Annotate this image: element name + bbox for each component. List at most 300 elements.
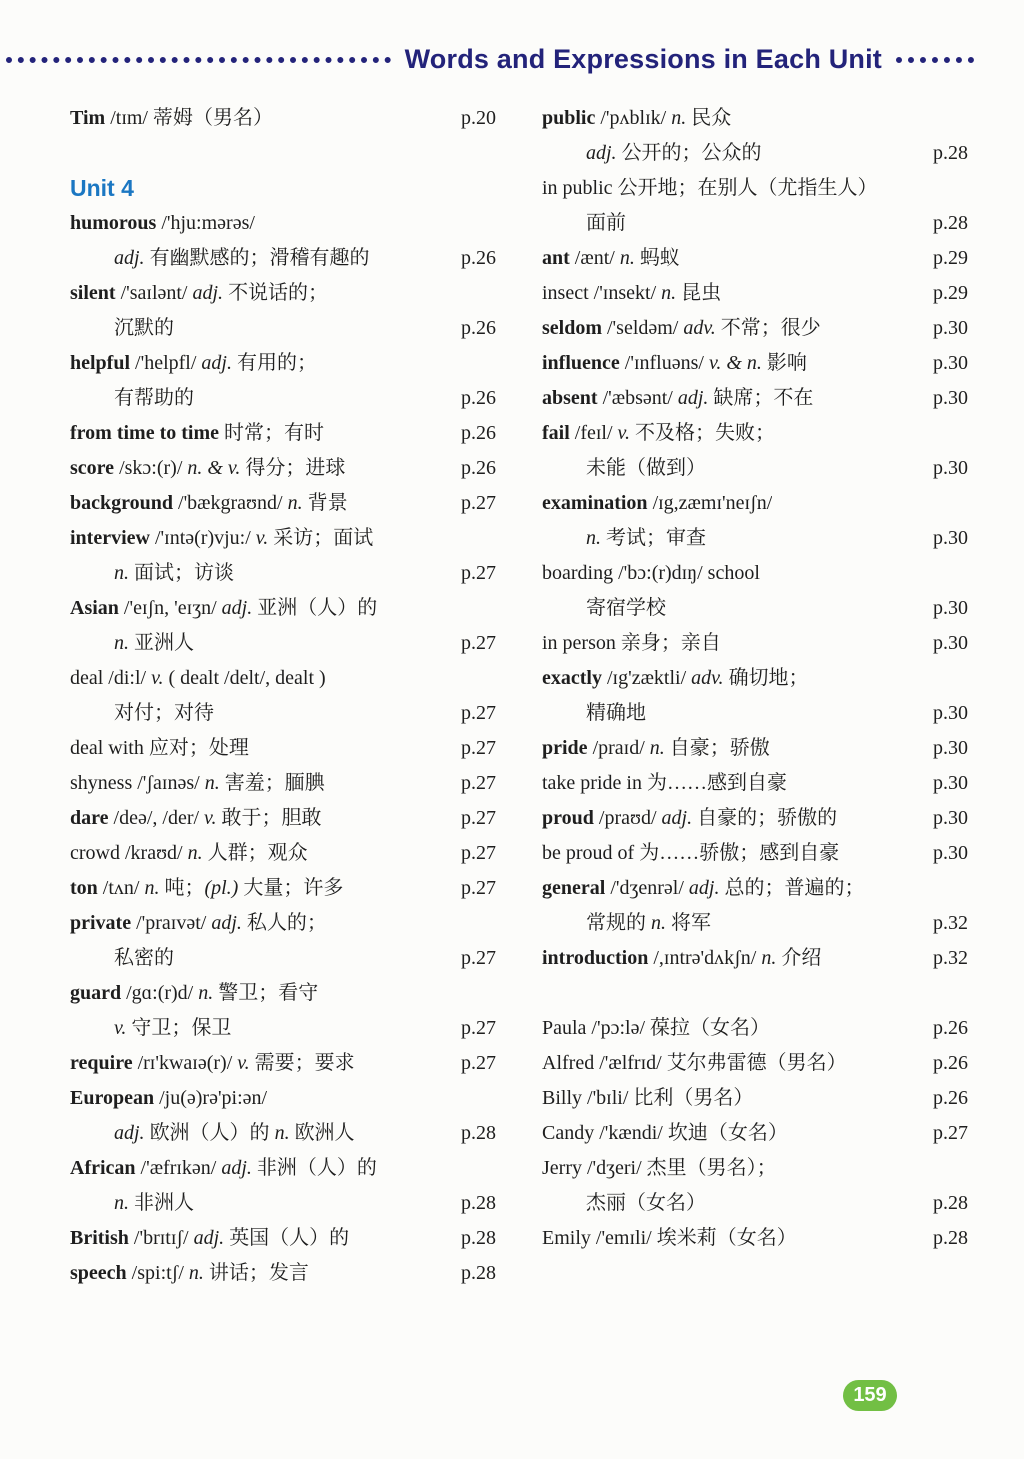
- entry-line: [542, 836, 968, 871]
- part-of-speech: adj.: [221, 597, 253, 619]
- definition-text: 总的；普遍的；: [719, 877, 865, 899]
- entry-line: [542, 1046, 968, 1081]
- definition-text: 不说话的；: [223, 282, 329, 304]
- entry-text: [542, 626, 721, 661]
- headword: helpful: [70, 352, 131, 374]
- header-dots-right-icon: [896, 57, 974, 63]
- word-entry: [70, 871, 496, 906]
- list-spacer: [70, 136, 496, 171]
- entry-text: [542, 521, 706, 556]
- headword: require: [70, 1052, 133, 1074]
- entry-line: [70, 346, 496, 381]
- word-entry: [70, 1256, 496, 1291]
- entry-text: [70, 766, 325, 801]
- entry-line: [542, 381, 968, 416]
- headword: European: [70, 1087, 155, 1109]
- definition-text: /ɪg'zæktli/: [601, 667, 692, 689]
- headword: exactly: [542, 667, 602, 689]
- word-entry: [70, 731, 496, 766]
- entry-text: [70, 696, 214, 731]
- part-of-speech: n.: [649, 737, 665, 759]
- definition-text: deal with 应对；处理: [70, 737, 249, 759]
- entry-line: [70, 801, 496, 836]
- entry-text: [542, 906, 711, 941]
- headword: humorous: [70, 212, 157, 234]
- definition-text: 沉默的: [114, 317, 174, 339]
- word-entry: [542, 1046, 968, 1081]
- word-entry: [542, 941, 968, 976]
- word-entry: [70, 836, 496, 871]
- definition-text: /spi:tʃ/: [126, 1262, 189, 1284]
- part-of-speech: n.: [187, 842, 203, 864]
- part-of-speech: adj.: [114, 1122, 145, 1144]
- page-ref: p.26: [933, 1017, 968, 1039]
- entry-line: [542, 801, 968, 836]
- entry-text: [542, 171, 878, 206]
- headword: introduction: [542, 947, 649, 969]
- definition-text: 介绍: [776, 947, 822, 969]
- entry-text: [70, 1116, 355, 1151]
- headword: proud: [542, 807, 594, 829]
- page-ref: p.26: [461, 387, 496, 409]
- entry-text: [542, 731, 770, 766]
- entry-line: [70, 241, 496, 276]
- word-entry: [70, 521, 496, 591]
- header-title: Words and Expressions in Each Unit: [404, 44, 882, 74]
- entry-text: [542, 451, 706, 486]
- definition-text: 亚洲（人）的: [252, 597, 378, 619]
- definition-text: 非洲（人）的: [251, 1157, 377, 1179]
- entry-text: [70, 451, 345, 486]
- definition-text: 得分；进球: [240, 457, 346, 479]
- page-ref: p.28: [461, 1192, 496, 1214]
- definition-text: /'ɪntə(r)vju:/: [149, 527, 256, 549]
- definition-text: 时常；有时: [219, 422, 325, 444]
- entry-text: [542, 1186, 706, 1221]
- entry-text: [70, 486, 348, 521]
- word-entry: [542, 1081, 968, 1116]
- entry-line: [542, 1151, 968, 1186]
- entry-line: [542, 1116, 968, 1151]
- entry-line: [542, 276, 968, 311]
- definition-text: 背景: [302, 492, 348, 514]
- definition-text: Billy /'bɪli/ 比利（男名）: [542, 1087, 754, 1109]
- entry-text: [542, 1221, 797, 1256]
- page-ref: p.27: [461, 562, 496, 584]
- entry-line: [70, 1186, 496, 1221]
- definition-text: in person 亲身；亲自: [542, 632, 721, 654]
- entry-text: [542, 661, 809, 696]
- definition-text: 昆虫: [676, 282, 722, 304]
- part-of-speech: adj.: [586, 142, 617, 164]
- entry-text: [542, 1116, 788, 1151]
- word-entry: [70, 346, 496, 416]
- definition-text: 非洲人: [129, 1192, 194, 1214]
- definition-text: 影响: [761, 352, 807, 374]
- entry-text: [542, 311, 821, 346]
- page-ref: p.27: [461, 877, 496, 899]
- entry-text: [542, 556, 760, 591]
- definition-text: 面前: [586, 212, 626, 234]
- definition-text: 精确地: [586, 702, 646, 724]
- word-entry: [70, 451, 496, 486]
- entry-text: [70, 346, 317, 381]
- definition-text: 有幽默感的；滑稽有趣的: [144, 247, 370, 269]
- headword: speech: [70, 1262, 127, 1284]
- word-entry: [542, 766, 968, 801]
- definition-text: 亚洲人: [129, 632, 194, 654]
- entry-line: [70, 451, 496, 486]
- page-ref: p.27: [461, 772, 496, 794]
- page-ref: p.26: [461, 422, 496, 444]
- part-of-speech: adj.: [114, 247, 145, 269]
- page-ref: p.27: [933, 1122, 968, 1144]
- part-of-speech: n.: [114, 562, 129, 584]
- headword: examination: [542, 492, 648, 514]
- definition-text: /skɔ:(r)/: [114, 457, 188, 479]
- part-of-speech: v.: [617, 422, 630, 444]
- part-of-speech: adj.: [221, 1157, 252, 1179]
- definition-text: /deə/, /der/: [108, 807, 205, 829]
- headword: African: [70, 1157, 136, 1179]
- definition-text: /,ɪntrə'dʌkʃn/: [648, 947, 762, 969]
- definition-text: /'pʌblɪk/: [595, 107, 672, 129]
- part-of-speech: adj.: [201, 352, 232, 374]
- definition-text: /'æbsənt/: [597, 387, 678, 409]
- entry-text: [70, 1011, 231, 1046]
- page-ref: p.30: [933, 527, 968, 549]
- entry-line: [542, 1186, 968, 1221]
- word-entry: [542, 101, 968, 171]
- entry-line: [70, 101, 496, 136]
- word-entry: [542, 556, 968, 626]
- word-entry: [542, 1221, 968, 1256]
- definition-text: 未能（做到）: [586, 457, 706, 479]
- definition-text: 民众: [686, 107, 732, 129]
- definition-text: 人群；观众: [202, 842, 308, 864]
- page-ref: p.30: [933, 702, 968, 724]
- definition-text: 害羞；腼腆: [219, 772, 325, 794]
- entry-text: [542, 941, 821, 976]
- headword: from time to time: [70, 422, 220, 444]
- entry-text: [542, 416, 775, 451]
- page-ref: p.30: [933, 597, 968, 619]
- page-ref: p.28: [461, 1122, 496, 1144]
- word-entry: [542, 416, 968, 486]
- definition-text: shyness /'ʃaɪnəs/: [70, 772, 205, 794]
- headword: guard: [70, 982, 122, 1004]
- part-of-speech: n.: [114, 1192, 129, 1214]
- definition-text: 杰丽（女名）: [586, 1192, 706, 1214]
- definition-text: be proud of 为……骄傲；感到自豪: [542, 842, 840, 864]
- entry-line: [70, 766, 496, 801]
- definition-text: /'eɪʃn, 'eɪʒn/: [118, 597, 222, 619]
- left-column: [70, 101, 496, 1291]
- entry-line: [70, 1116, 496, 1151]
- word-entry: [70, 766, 496, 801]
- definition-text: 缺席；不在: [708, 387, 814, 409]
- part-of-speech: adj.: [677, 387, 709, 409]
- definition-text: in public 公开地；在别人（尤指生人）: [542, 177, 878, 199]
- entry-line: [542, 171, 968, 206]
- definition-text: 采访；面试: [268, 527, 374, 549]
- word-entry: [70, 906, 496, 976]
- part-of-speech: (pl.): [204, 877, 239, 899]
- definition-text: /'bækgraʊnd/: [173, 492, 288, 514]
- part-of-speech: adj.: [193, 1227, 225, 1249]
- entry-text: [70, 1221, 349, 1256]
- entry-text: [542, 1081, 753, 1116]
- definition-text: /'hju:mərəs/: [156, 212, 255, 234]
- part-of-speech: adj.: [192, 282, 224, 304]
- definition-text: /ju(ə)rə'pi:ən/: [154, 1087, 268, 1109]
- page-ref: p.28: [933, 1192, 968, 1214]
- page-ref: p.30: [933, 632, 968, 654]
- word-entry: [542, 836, 968, 871]
- page-ref: p.28: [461, 1262, 496, 1284]
- page-ref: p.27: [461, 842, 496, 864]
- entry-text: [70, 871, 343, 906]
- page-ref: p.30: [933, 842, 968, 864]
- entry-text: [70, 626, 194, 661]
- definition-text: /gɑ:(r)d/: [121, 982, 199, 1004]
- definition-text: /'praɪvət/: [131, 912, 212, 934]
- word-entry: [542, 871, 968, 941]
- part-of-speech: v.: [114, 1017, 127, 1039]
- word-entry: [70, 1221, 496, 1256]
- page-ref: p.30: [933, 352, 968, 374]
- definition-text: 将军: [666, 912, 711, 934]
- page-ref: p.27: [461, 1052, 496, 1074]
- entry-line: [542, 451, 968, 486]
- part-of-speech: v.: [237, 1052, 250, 1074]
- definition-text: 寄宿学校: [586, 597, 666, 619]
- page-ref: p.30: [933, 317, 968, 339]
- headword: seldom: [542, 317, 602, 339]
- page-ref: p.26: [933, 1052, 968, 1074]
- definition-text: 需要；要求: [249, 1052, 355, 1074]
- definition-text: 英国（人）的: [224, 1227, 350, 1249]
- definition-text: Paula /'pɔ:lə/ 葆拉（女名）: [542, 1017, 771, 1039]
- page-ref: p.27: [461, 632, 496, 654]
- entry-text: [70, 836, 308, 871]
- part-of-speech: n.: [671, 107, 687, 129]
- entry-text: [70, 381, 194, 416]
- entry-text: [542, 241, 680, 276]
- word-entry: [542, 801, 968, 836]
- entry-text: [542, 801, 837, 836]
- entry-text: [70, 661, 326, 696]
- definition-text: /'ɪnfluəns/: [619, 352, 709, 374]
- word-entry: [70, 976, 496, 1046]
- entry-text: [70, 521, 373, 556]
- entry-line: [542, 1011, 968, 1046]
- page-ref: p.27: [461, 702, 496, 724]
- entry-text: [542, 766, 787, 801]
- entry-line: [70, 1151, 496, 1186]
- entry-text: [542, 1011, 770, 1046]
- page-ref: p.27: [461, 492, 496, 514]
- definition-text: boarding /'bɔ:(r)dɪŋ/ school: [542, 562, 760, 584]
- entry-line: [542, 101, 968, 136]
- page-ref: p.32: [933, 947, 968, 969]
- word-entry: [70, 206, 496, 276]
- entry-line: [70, 206, 496, 241]
- page-ref: p.32: [933, 912, 968, 934]
- word-entry: [542, 1151, 968, 1221]
- definition-text: /praɪd/: [587, 737, 650, 759]
- definition-text: 面试；访谈: [129, 562, 234, 584]
- entry-line: [70, 416, 496, 451]
- part-of-speech: n.: [761, 947, 777, 969]
- part-of-speech: n.: [204, 772, 220, 794]
- definition-text: /'æfrɪkən/: [135, 1157, 222, 1179]
- word-entry: [70, 1046, 496, 1081]
- entry-line: [542, 661, 968, 696]
- entry-text: [542, 871, 864, 906]
- entry-line: [70, 1081, 496, 1116]
- entry-line: [70, 696, 496, 731]
- entry-line: [70, 661, 496, 696]
- page-ref: p.30: [933, 457, 968, 479]
- definition-text: 考试；审查: [601, 527, 706, 549]
- part-of-speech: adj.: [661, 807, 693, 829]
- page-ref: p.26: [933, 1087, 968, 1109]
- page-ref: p.30: [933, 807, 968, 829]
- word-entry: [542, 626, 968, 661]
- entry-text: [70, 801, 321, 836]
- part-of-speech: n.: [274, 1122, 290, 1144]
- word-entry: [70, 416, 496, 451]
- word-entry: [70, 276, 496, 346]
- headword: influence: [542, 352, 620, 374]
- word-entry: [70, 591, 496, 661]
- entry-text: [542, 1046, 847, 1081]
- unit-heading: Unit 4: [70, 175, 134, 201]
- entry-line: [542, 591, 968, 626]
- page-ref: p.29: [933, 247, 968, 269]
- definition-text: 私密的: [114, 947, 174, 969]
- definition-text: 讲话；发言: [203, 1262, 309, 1284]
- entry-text: [70, 976, 318, 1011]
- definition-text: 蚂蚁: [634, 247, 680, 269]
- part-of-speech: adv.: [683, 317, 716, 339]
- part-of-speech: n.: [661, 282, 677, 304]
- entry-line: [542, 1221, 968, 1256]
- entry-line: [70, 976, 496, 1011]
- entry-text: [70, 101, 273, 136]
- headword: British: [70, 1227, 129, 1249]
- definition-text: deal /di:l/: [70, 667, 152, 689]
- entry-line: [70, 1221, 496, 1256]
- word-entry: [70, 101, 496, 136]
- headword: ant: [542, 247, 570, 269]
- definition-text: Jerry /'dʒeri/ 杰里（男名）；: [542, 1157, 777, 1179]
- entry-text: [70, 276, 328, 311]
- entry-text: [70, 591, 377, 626]
- word-entry: [542, 731, 968, 766]
- entry-line: [542, 556, 968, 591]
- part-of-speech: n.: [586, 527, 601, 549]
- page-ref: p.28: [933, 142, 968, 164]
- entry-line: [70, 836, 496, 871]
- page-ref: p.27: [461, 1017, 496, 1039]
- page-ref: p.28: [933, 212, 968, 234]
- headword: background: [70, 492, 174, 514]
- definition-text: 吨；: [159, 877, 205, 899]
- page-ref: p.26: [461, 247, 496, 269]
- word-entry: [70, 661, 496, 731]
- word-entry: [542, 346, 968, 381]
- entry-line: [542, 416, 968, 451]
- definition-text: 自豪；骄傲: [664, 737, 770, 759]
- definition-text: Emily /'emɪli/ 埃米莉（女名）: [542, 1227, 797, 1249]
- page-ref: p.28: [461, 1227, 496, 1249]
- entry-line: [542, 521, 968, 556]
- definition-text: 不及格；失败；: [629, 422, 775, 444]
- entry-text: [70, 1151, 377, 1186]
- part-of-speech: n.: [114, 632, 129, 654]
- entry-line: [70, 381, 496, 416]
- definition-text: /feɪl/: [569, 422, 618, 444]
- word-entry: [542, 241, 968, 276]
- entry-text: [542, 101, 731, 136]
- entry-line: [542, 696, 968, 731]
- definition-text: 大量；许多: [238, 877, 344, 899]
- entry-line: [70, 556, 496, 591]
- definition-text: /praʊd/: [593, 807, 662, 829]
- part-of-speech: v.: [151, 667, 164, 689]
- entry-text: [542, 591, 666, 626]
- part-of-speech: adv.: [691, 667, 724, 689]
- entry-line: [70, 626, 496, 661]
- definition-text: /ɪg,zæmɪ'neɪʃn/: [647, 492, 773, 514]
- word-entry: [542, 381, 968, 416]
- part-of-speech: n.: [651, 912, 666, 934]
- page-ref: p.30: [933, 772, 968, 794]
- headword: score: [70, 457, 115, 479]
- word-list-content: [0, 93, 1024, 1291]
- entry-text: [70, 311, 174, 346]
- page-ref: p.30: [933, 387, 968, 409]
- entry-line: [70, 1046, 496, 1081]
- list-spacer: [542, 976, 968, 1011]
- entry-line: [542, 241, 968, 276]
- entry-text: [542, 381, 813, 416]
- headword: public: [542, 107, 596, 129]
- definition-text: 不常；很少: [715, 317, 821, 339]
- entry-line: [70, 871, 496, 906]
- part-of-speech: n.: [144, 877, 160, 899]
- headword: interview: [70, 527, 150, 549]
- entry-line: [70, 521, 496, 556]
- page-header: [6, 44, 974, 75]
- entry-text: [542, 206, 626, 241]
- right-column: [542, 101, 968, 1291]
- entry-line: [542, 136, 968, 171]
- definition-text: /'brɪtɪʃ/: [128, 1227, 194, 1249]
- headword: general: [542, 877, 606, 899]
- word-entry: [542, 486, 968, 556]
- entry-line: [70, 731, 496, 766]
- entry-line: [542, 486, 968, 521]
- entry-text: [70, 1081, 267, 1116]
- word-entry: [70, 1081, 496, 1151]
- part-of-speech: v.: [204, 807, 217, 829]
- entry-line: [70, 311, 496, 346]
- entry-line: [542, 311, 968, 346]
- definition-text: take pride in 为……感到自豪: [542, 772, 787, 794]
